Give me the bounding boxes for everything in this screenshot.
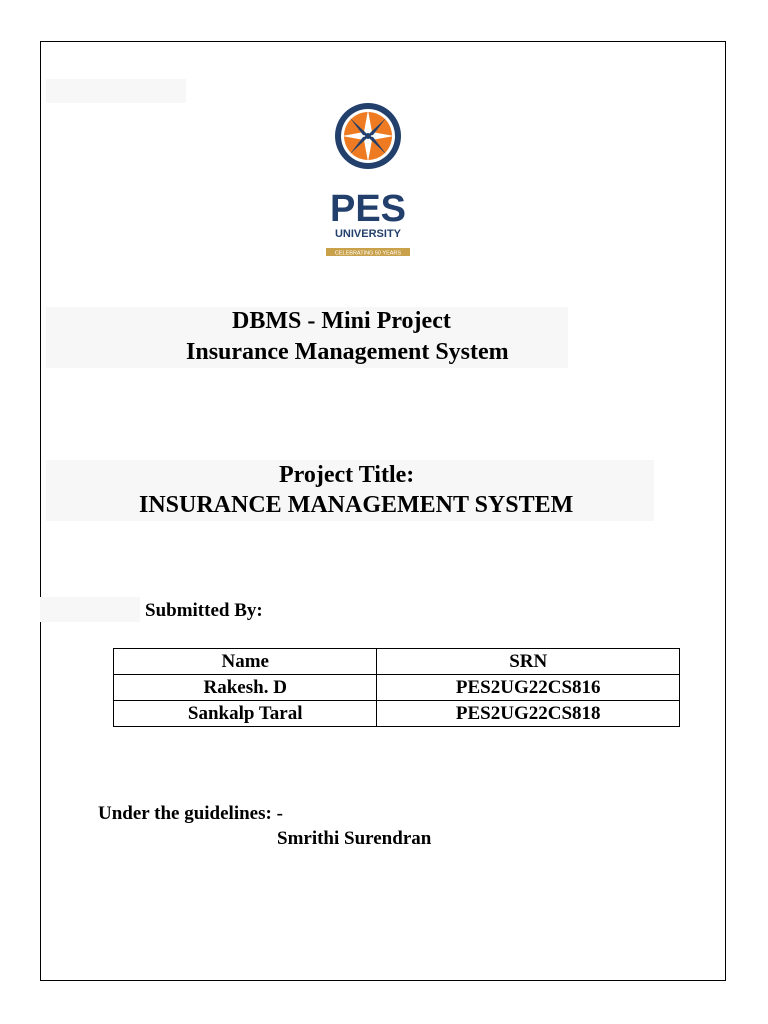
guide-name: Smrithi Surendran (277, 828, 432, 849)
member-srn: PES2UG22CS818 (377, 701, 680, 727)
table-row (114, 701, 680, 727)
table-row (114, 675, 680, 701)
member-name: Sankalp Taral (114, 701, 377, 727)
logo-ribbon-text: CELEBRATING 50 YEARS (334, 250, 402, 257)
member-name: Rakesh. D (114, 675, 377, 701)
column-header-srn: SRN (377, 649, 680, 675)
system-heading: Insurance Management System (186, 339, 509, 365)
logo-wordmark: PES (329, 188, 407, 230)
course-heading: DBMS - Mini Project (232, 308, 451, 334)
project-title: INSURANCE MANAGEMENT SYSTEM (139, 492, 574, 518)
member-srn: PES2UG22CS816 (377, 675, 680, 701)
project-title-label: Project Title: (279, 462, 415, 488)
shade-top-left (46, 79, 186, 103)
table-header-row (114, 649, 680, 675)
submitted-by-label: Submitted By: (145, 600, 263, 621)
members-table (113, 648, 680, 727)
column-header-name: Name (114, 649, 377, 675)
guidance-label: Under the guidelines: - (98, 803, 283, 824)
logo-subtitle: UNIVERSITY (334, 228, 402, 240)
shade-submitted (40, 597, 140, 622)
pes-university-logo (318, 100, 418, 260)
